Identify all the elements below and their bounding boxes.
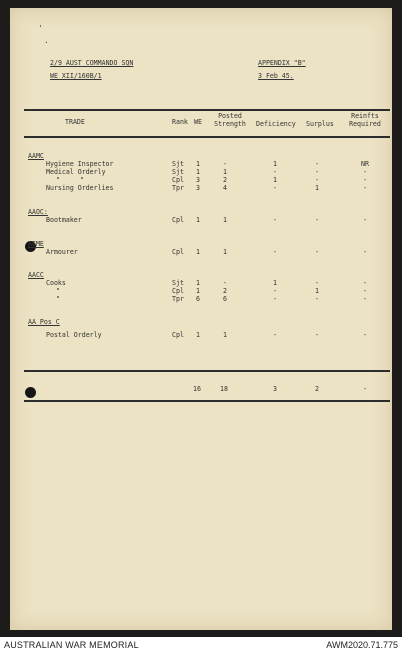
col-posted-line2: Strength	[214, 120, 246, 128]
row-deficiency: 1	[273, 279, 277, 287]
row-reinfts: -	[363, 295, 367, 303]
totals-bottom-rule	[24, 400, 390, 402]
row-posted: 6	[223, 295, 227, 303]
row-reinfts: -	[363, 287, 367, 295]
row-rank: Tpr	[172, 184, 184, 192]
appendix-label: APPENDIX "B"	[258, 59, 306, 67]
col-rank: Rank	[172, 118, 188, 126]
row-reinfts: NR	[361, 160, 369, 168]
header-top-rule	[24, 109, 390, 111]
row-surplus: 1	[315, 287, 319, 295]
col-reinfts-line2: Required	[349, 120, 381, 128]
row-deficiency: -	[273, 248, 277, 256]
col-posted-line1: Posted	[218, 112, 242, 120]
row-deficiency: -	[273, 287, 277, 295]
col-surplus: Surplus	[306, 120, 334, 128]
col-we: WE	[194, 118, 202, 126]
paper-mark: .	[44, 36, 49, 45]
row-we: 1	[196, 248, 200, 256]
row-trade: Hygiene Inspector	[46, 160, 114, 168]
row-surplus: 1	[315, 184, 319, 192]
total-reinfts: -	[363, 385, 367, 393]
total-we: 16	[193, 385, 201, 393]
row-rank: Cpl	[172, 287, 184, 295]
row-posted: 4	[223, 184, 227, 192]
row-trade: Armourer	[46, 248, 78, 256]
row-trade: Cooks	[46, 279, 66, 287]
row-reinfts: -	[363, 184, 367, 192]
row-trade: Medical Orderly	[46, 168, 106, 176]
row-trade: Postal Orderly	[46, 331, 102, 339]
row-trade: Bootmaker	[46, 216, 82, 224]
unit-name: 2/9 AUST COMMANDO SQN	[50, 59, 134, 67]
row-deficiency: -	[273, 295, 277, 303]
row-rank: Cpl	[172, 176, 184, 184]
row-deficiency: -	[273, 216, 277, 224]
row-surplus: -	[315, 295, 319, 303]
archive-footer	[0, 637, 402, 653]
row-rank: Sjt	[172, 160, 184, 168]
row-posted: 2	[223, 176, 227, 184]
row-rank: Cpl	[172, 331, 184, 339]
row-surplus: -	[315, 160, 319, 168]
row-rank: Cpl	[172, 216, 184, 224]
row-trade: " "	[56, 176, 84, 184]
row-reinfts: -	[363, 176, 367, 184]
document-page	[10, 8, 392, 630]
row-deficiency: -	[273, 168, 277, 176]
row-reinfts: -	[363, 248, 367, 256]
col-reinfts-line1: Reinfts	[351, 112, 379, 120]
row-rank: Sjt	[172, 168, 184, 176]
row-surplus: -	[315, 248, 319, 256]
total-posted: 18	[220, 385, 228, 393]
row-reinfts: -	[363, 279, 367, 287]
col-trade: TRADE	[65, 118, 85, 126]
row-posted: 1	[223, 248, 227, 256]
row-we: 3	[196, 176, 200, 184]
archive-reference: AWM2020.71.775	[326, 640, 398, 650]
total-deficiency: 3	[273, 385, 277, 393]
row-deficiency: -	[273, 331, 277, 339]
row-we: 1	[196, 279, 200, 287]
total-surplus: 2	[315, 385, 319, 393]
row-we: 3	[196, 184, 200, 192]
row-posted: -	[223, 160, 227, 168]
row-surplus: -	[315, 176, 319, 184]
row-posted: 1	[223, 168, 227, 176]
header-bottom-rule	[24, 136, 390, 138]
section-heading: AEME	[28, 240, 44, 248]
reference-number: WE XII/160B/1	[50, 72, 102, 80]
paper-mark: '	[38, 24, 43, 33]
row-rank: Tpr	[172, 295, 184, 303]
row-we: 1	[196, 168, 200, 176]
row-surplus: -	[315, 168, 319, 176]
row-reinfts: -	[363, 216, 367, 224]
totals-top-rule	[24, 370, 390, 372]
row-we: 6	[196, 295, 200, 303]
row-trade: "	[56, 287, 60, 295]
row-we: 1	[196, 160, 200, 168]
section-heading: AAOC:	[28, 208, 48, 216]
row-trade: "	[56, 295, 60, 303]
row-surplus: -	[315, 216, 319, 224]
row-we: 1	[196, 216, 200, 224]
row-posted: 2	[223, 287, 227, 295]
row-trade: Nursing Orderlies	[46, 184, 114, 192]
section-heading: AACC	[28, 271, 44, 279]
row-posted: 1	[223, 331, 227, 339]
punch-hole	[25, 387, 36, 398]
document-date: 3 Feb 45.	[258, 72, 294, 80]
row-we: 1	[196, 287, 200, 295]
col-deficiency: Deficiency	[256, 120, 296, 128]
section-heading: AAMC	[28, 152, 44, 160]
row-deficiency: 1	[273, 160, 277, 168]
archive-name: AUSTRALIAN WAR MEMORIAL	[4, 640, 139, 650]
row-rank: Cpl	[172, 248, 184, 256]
row-deficiency: 1	[273, 176, 277, 184]
row-surplus: -	[315, 331, 319, 339]
row-reinfts: -	[363, 168, 367, 176]
row-surplus: -	[315, 279, 319, 287]
row-deficiency: -	[273, 184, 277, 192]
row-posted: 1	[223, 216, 227, 224]
section-heading: AA Pos C	[28, 318, 60, 326]
row-rank: Sjt	[172, 279, 184, 287]
row-reinfts: -	[363, 331, 367, 339]
row-posted: -	[223, 279, 227, 287]
row-we: 1	[196, 331, 200, 339]
